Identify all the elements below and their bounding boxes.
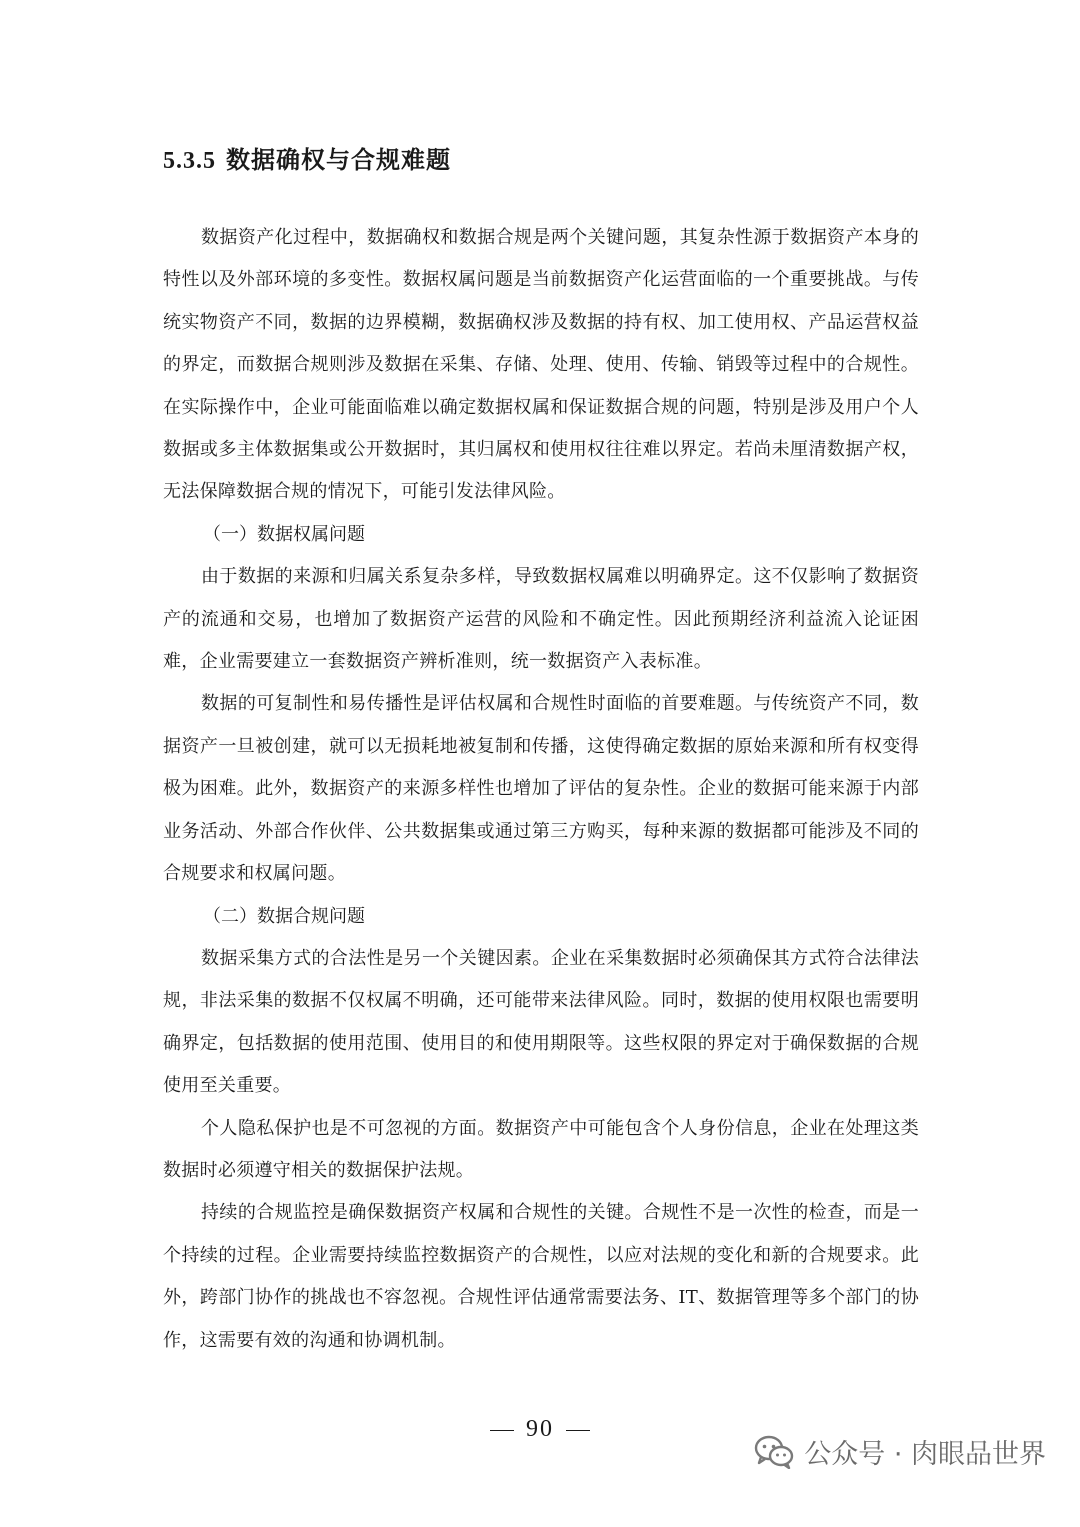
paragraph: 个人隐私保护也是不可忽视的方面。数据资产中可能包含个人身份信息，企业在处理这类数据时必须遵守相关的数据保护法规。	[163, 1117, 919, 1181]
section-title: 数据确权与合规难题	[226, 145, 451, 174]
section-heading	[163, 140, 451, 175]
paragraph: 数据采集方式的合法性是另一个关键因素。企业在采集数据时必须确保其方式符合法律法规，非法采集的数据不仅权属不明确，还可能带来法律风险。同时，数据的使用权限也需要明确界定，包括数据的使用范围、使用目的和使用期限等。这些权限的界定对于确保数据的合规使用至关重要。	[163, 947, 919, 1097]
body-text	[163, 217, 919, 1362]
page-number: 90	[526, 1416, 554, 1442]
dash-left	[490, 1430, 514, 1432]
section-number: 5.3.5	[163, 148, 216, 174]
subsection-heading: （一）数据权属问题	[203, 523, 365, 545]
paragraph: 数据的可复制性和易传播性是评估权属和合规性时面临的首要难题。与传统资产不同，数据资产一旦被创建，就可以无损耗地被复制和传播，这使得确定数据的原始来源和所有权变得极为困难。此外，数据资产的来源多样性也增加了评估的复杂性。企业的数据可能来源于内部业务活动、外部合作伙伴、公共数据集或通过第三方购买，每种来源的数据都可能涉及不同的合规要求和权属问题。	[163, 693, 919, 885]
subsection-heading: （二）数据合规问题	[203, 905, 365, 927]
dash-right	[566, 1430, 590, 1432]
watermark	[754, 1432, 1046, 1471]
paragraph: 数据资产化过程中，数据确权和数据合规是两个关键问题，其复杂性源于数据资产本身的特性以及外部环境的多变性。数据权属问题是当前数据资产化运营面临的一个重要挑战。与传统实物资产不同，数据的边界模糊，数据确权涉及数据的持有权、加工使用权、产品运营权益的界定，而数据合规则涉及数据在采集、存储、处理、使用、传输、销毁等过程中的合规性。在实际操作中，企业可能面临难以确定数据权属和保证数据合规的问题，特别是涉及用户个人数据或多主体数据集或公开数据时，其归属权和使用权往往难以界定。若尚未厘清数据产权，无法保障数据合规的情况下，可能引发法律风险。	[163, 227, 919, 503]
paragraph: 持续的合规监控是确保数据资产权属和合规性的关键。合规性不是一次性的检查，而是一个持续的过程。企业需要持续监控数据资产的合规性，以应对法规的变化和新的合规要求。此外，跨部门协作的挑战也不容忽视。合规性评估通常需要法务、IT、数据管理等多个部门的协作，这需要有效的沟通和协调机制。	[163, 1202, 919, 1351]
watermark-text: 公众号 · 肉眼品世界	[804, 1439, 1046, 1470]
wechat-icon	[754, 1435, 794, 1469]
paragraph: 由于数据的来源和归属关系复杂多样，导致数据权属难以明确界定。这不仅影响了数据资产的流通和交易，也增加了数据资产运营的风险和不确定性。因此预期经济利益流入论证困难，企业需要建立一套数据资产辨析准则，统一数据资产入表标准。	[163, 566, 919, 673]
